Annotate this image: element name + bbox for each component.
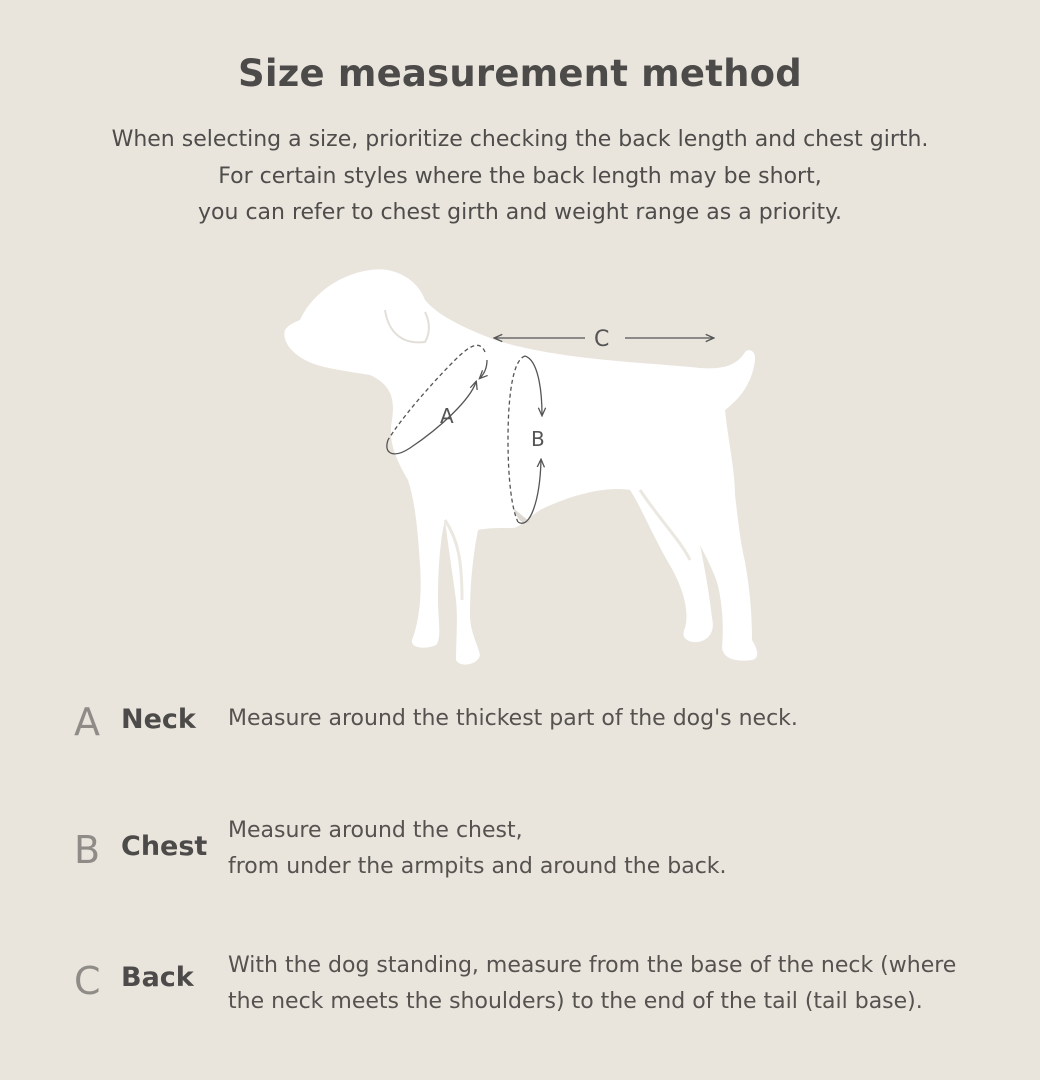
- dog-illustration: [270, 255, 770, 675]
- intro-line-2: For certain styles where the back length may be short,: [218, 163, 822, 189]
- part-chest: Chest: [121, 831, 208, 862]
- dog-measurement-diagram: [270, 255, 770, 675]
- chest-description-line-2: from under the armpits and around the back.: [228, 854, 727, 879]
- part-back: Back: [121, 962, 194, 993]
- back-description-line-2: the neck meets the shoulders) to the end of the tail (tail base).: [228, 989, 923, 1014]
- back-description: [228, 948, 956, 1020]
- page-title: Size measurement method: [238, 52, 802, 95]
- label-a: A: [440, 404, 454, 428]
- intro-text: [0, 122, 1040, 232]
- label-b: B: [531, 427, 545, 451]
- chest-description: [228, 813, 727, 885]
- neck-description-line-1: Measure around the thickest part of the dog's neck.: [228, 706, 798, 731]
- label-c: C: [594, 327, 610, 352]
- dog-silhouette: [284, 269, 757, 664]
- intro-line-3: you can refer to chest girth and weight range as a priority.: [198, 200, 842, 225]
- chest-description-line-1: Measure around the chest,: [228, 818, 523, 843]
- back-description-line-1: With the dog standing, measure from the base of the neck (where: [228, 953, 957, 978]
- intro-line-1: When selecting a size, prioritize checking the back length and chest girth.: [111, 127, 929, 152]
- letter-c: C: [74, 959, 101, 1003]
- letter-b: B: [74, 828, 101, 872]
- part-neck: Neck: [121, 704, 196, 735]
- letter-a: A: [74, 700, 100, 744]
- neck-description: [228, 701, 798, 737]
